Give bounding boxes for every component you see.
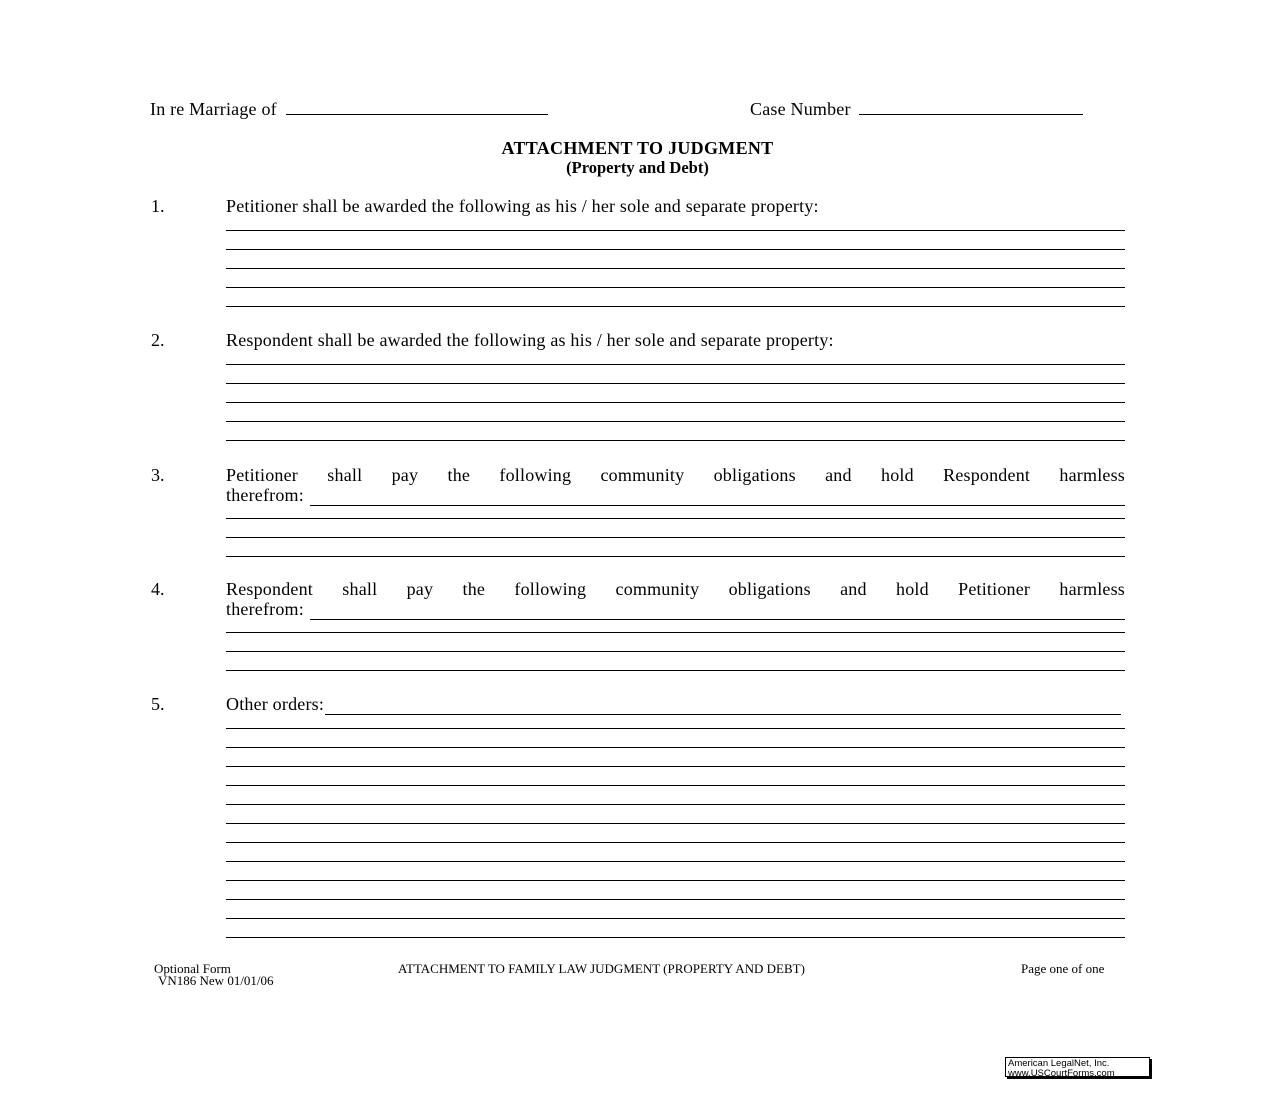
section-5-line[interactable] (226, 785, 1125, 786)
section-1-line[interactable] (226, 306, 1125, 307)
marriage-field (150, 98, 548, 120)
section-5-line[interactable] (226, 747, 1125, 748)
marriage-label: In re Marriage of (150, 99, 277, 119)
vendor-url: www.USCourtForms.com (1008, 1068, 1115, 1079)
section-5-line[interactable] (226, 766, 1125, 767)
section-4-line[interactable] (226, 670, 1125, 671)
document-subtitle: (Property and Debt) (566, 158, 709, 177)
section-2-line[interactable] (226, 440, 1125, 441)
section-5-row (226, 694, 1121, 715)
footer-form-number: VN186 New 01/01/06 (158, 973, 274, 988)
section-1-line[interactable] (226, 287, 1125, 288)
vendor-name: American LegalNet, Inc. (1008, 1058, 1110, 1069)
footer-form-type: Optional Form (154, 961, 231, 976)
section-5-line[interactable] (226, 937, 1125, 938)
section-5-text: Other orders: (226, 694, 325, 714)
section-5-line[interactable] (226, 918, 1125, 919)
section-2-number: 2. (151, 330, 165, 350)
section-5-line[interactable] (226, 823, 1125, 824)
section-1-line[interactable] (226, 230, 1125, 231)
section-2-line[interactable] (226, 402, 1125, 403)
section-4-inline-line[interactable] (310, 604, 1125, 620)
document-title: ATTACHMENT TO JUDGMENT (501, 138, 774, 158)
section-5-line[interactable] (226, 728, 1125, 729)
footer-page: Page one of one (1021, 961, 1105, 976)
section-5-line[interactable] (226, 861, 1125, 862)
section-4-text: Respondent shall pay the following community obligations and hold Petitioner harmless (226, 579, 1125, 599)
marriage-input-line[interactable] (286, 98, 548, 115)
section-3-line[interactable] (226, 518, 1125, 519)
section-3-therefrom: therefrom: (226, 485, 304, 505)
section-1-text: Petitioner shall be awarded the following as his / her sole and separate property: (226, 196, 819, 216)
section-3-number: 3. (151, 465, 165, 485)
section-3-line[interactable] (226, 537, 1125, 538)
case-number-label: Case Number (750, 99, 851, 119)
section-3-inline-line[interactable] (310, 490, 1125, 506)
section-3-text: Petitioner shall pay the following community obligations and hold Respondent harmless (226, 465, 1125, 485)
section-1-number: 1. (151, 196, 165, 216)
case-number-input-line[interactable] (859, 98, 1083, 115)
section-4-continuation (226, 599, 1125, 620)
section-5-line[interactable] (226, 804, 1125, 805)
section-5-inline-line[interactable] (325, 699, 1121, 715)
section-3-line[interactable] (226, 556, 1125, 557)
section-5-line[interactable] (226, 899, 1125, 900)
section-3-continuation (226, 485, 1125, 506)
section-5-line[interactable] (226, 880, 1125, 881)
footer-center-title: ATTACHMENT TO FAMILY LAW JUDGMENT (PROPERTY AND DEBT) (398, 961, 805, 976)
case-number-field (750, 98, 1083, 120)
section-4-line[interactable] (226, 651, 1125, 652)
section-4-line[interactable] (226, 632, 1125, 633)
section-2-line[interactable] (226, 421, 1125, 422)
section-1-line[interactable] (226, 249, 1125, 250)
section-2-text: Respondent shall be awarded the following as his / her sole and separate property: (226, 330, 834, 350)
section-1-line[interactable] (226, 268, 1125, 269)
section-4-number: 4. (151, 579, 165, 599)
section-2-line[interactable] (226, 364, 1125, 365)
section-2-line[interactable] (226, 383, 1125, 384)
section-5-line[interactable] (226, 842, 1125, 843)
section-5-number: 5. (151, 694, 165, 714)
vendor-badge[interactable] (1005, 1057, 1150, 1077)
section-4-therefrom: therefrom: (226, 599, 304, 619)
